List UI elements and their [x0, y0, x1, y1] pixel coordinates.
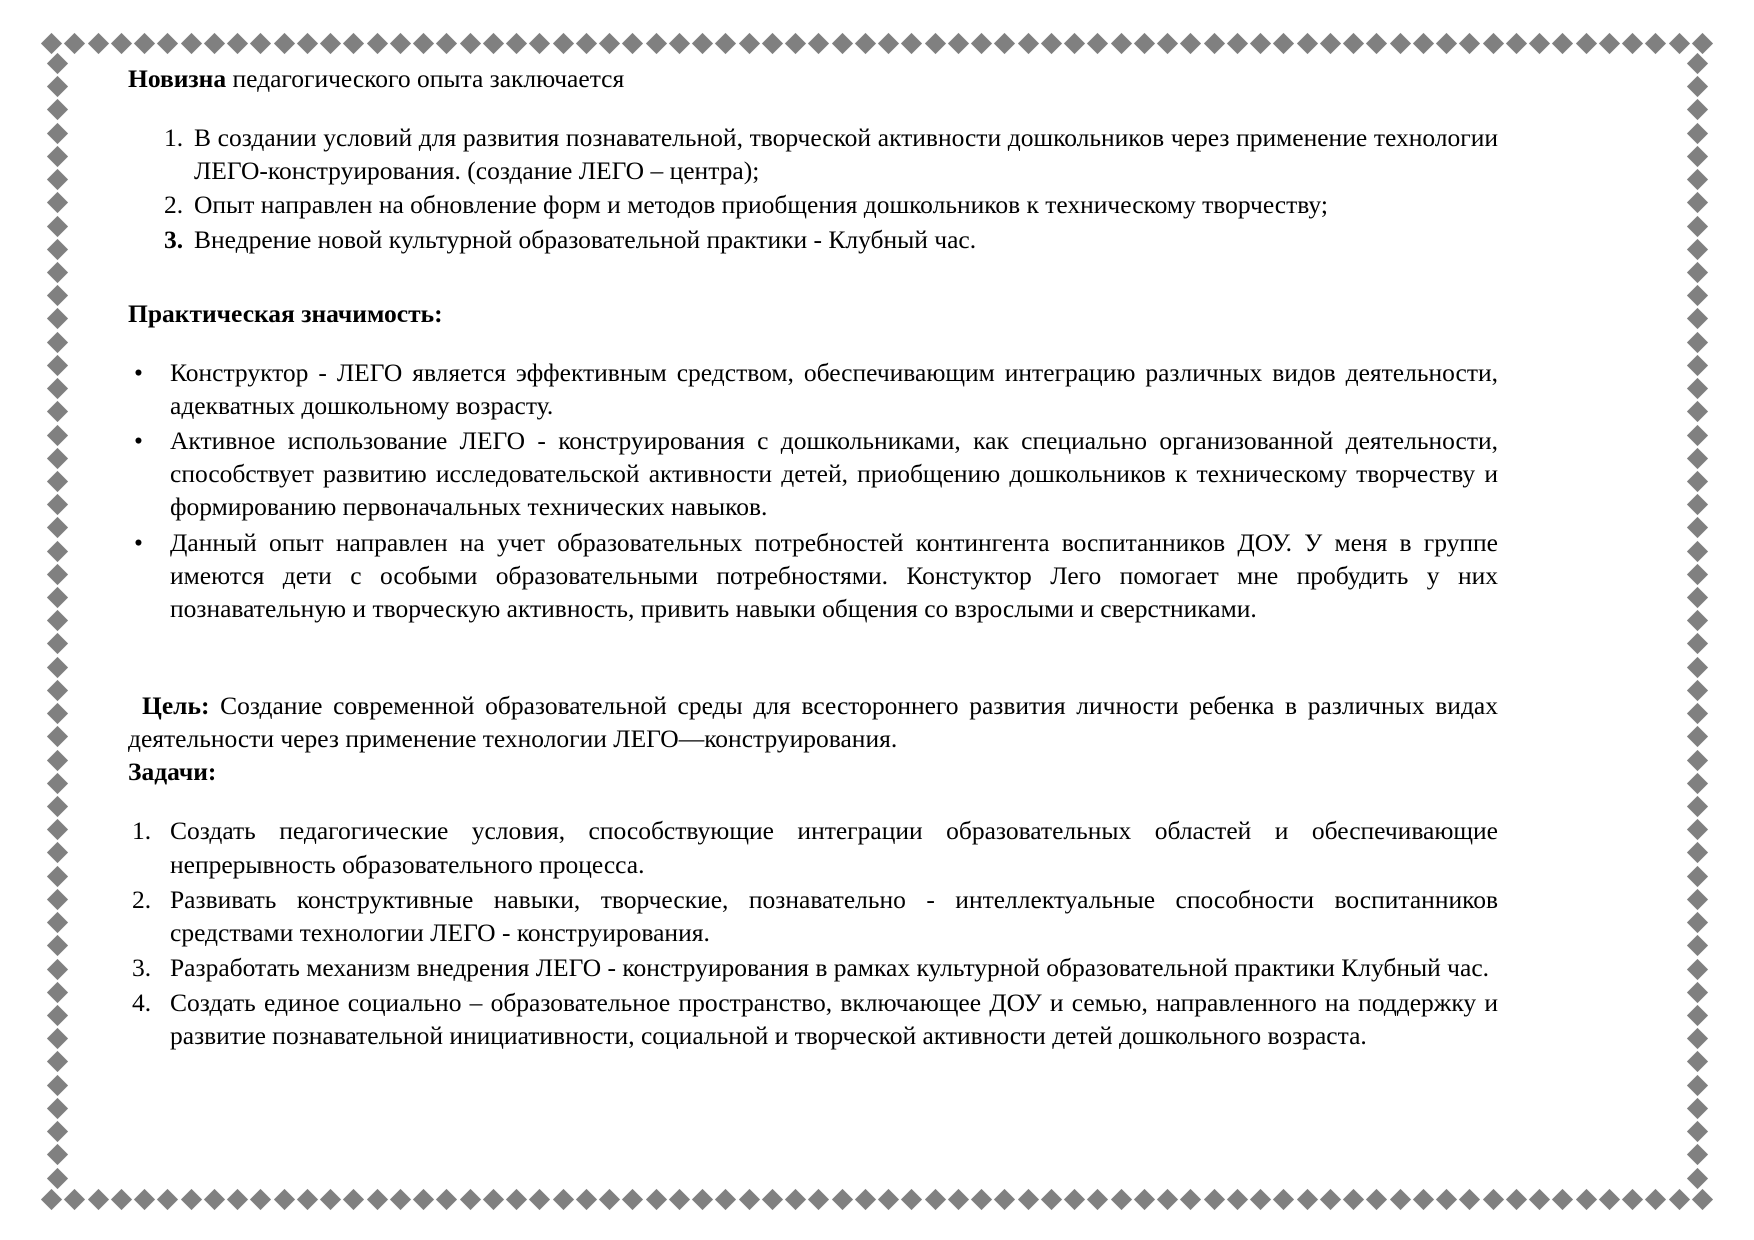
diamond-glyph: [1686, 749, 1707, 770]
diamond-glyph: [1686, 401, 1707, 422]
diamond-glyph: [1686, 76, 1707, 97]
diamond-glyph: [41, 32, 62, 53]
diamond-glyph: [204, 1188, 225, 1209]
border-row-top: [44, 30, 1710, 56]
border-column-right: [1684, 56, 1710, 1186]
diamond-glyph: [1622, 1188, 1643, 1209]
novelty-list: [128, 121, 1498, 256]
diamond-glyph: [46, 912, 67, 933]
diamond-glyph: [180, 32, 201, 53]
diamond-glyph: [855, 1188, 876, 1209]
diamond-glyph: [46, 308, 67, 329]
diamond-glyph: [297, 1188, 318, 1209]
diamond-glyph: [1413, 32, 1434, 53]
diamond-glyph: [924, 1188, 945, 1209]
diamond-glyph: [1599, 32, 1620, 53]
diamond-glyph: [1645, 1188, 1666, 1209]
diamond-glyph: [692, 32, 713, 53]
diamond-glyph: [1686, 796, 1707, 817]
diamond-glyph: [785, 32, 806, 53]
diamond-glyph: [1686, 332, 1707, 353]
bullet-icon: •: [134, 426, 143, 456]
diamond-glyph: [1203, 32, 1224, 53]
diamond-glyph: [46, 424, 67, 445]
border-row-bottom: [44, 1186, 1710, 1212]
diamond-glyph: [971, 32, 992, 53]
diamond-glyph: [1087, 1188, 1108, 1209]
diamond-glyph: [1686, 912, 1707, 933]
diamond-glyph: [529, 32, 550, 53]
diamond-glyph: [157, 32, 178, 53]
diamond-glyph: [1250, 1188, 1271, 1209]
diamond-glyph: [46, 355, 67, 376]
diamond-glyph: [1506, 1188, 1527, 1209]
diamond-glyph: [622, 1188, 643, 1209]
diamond-glyph: [46, 819, 67, 840]
diamond-glyph: [390, 1188, 411, 1209]
goal-text: Создание современной образовательной среды для всестороннего развития личности ребенка в различных видах деятельности через применение технологии ЛЕГО—конструирования.: [128, 690, 1498, 754]
diamond-glyph: [46, 842, 67, 863]
diamond-glyph: [1529, 1188, 1550, 1209]
spacer: [128, 330, 1498, 356]
diamond-glyph: [1622, 32, 1643, 53]
diamond-glyph: [1529, 32, 1550, 53]
diamond-glyph: [1686, 1005, 1707, 1026]
bullet-item-text: Конструктор - ЛЕГО является эффективным средством, обеспечивающим интеграцию различных видов деятельности, адекватных дошкольному возрасту.: [170, 357, 1498, 420]
practical-significance-heading-text: Практическая значимость:: [128, 298, 443, 328]
diamond-glyph: [436, 32, 457, 53]
diamond-glyph: [1157, 32, 1178, 53]
diamond-glyph: [46, 53, 67, 74]
diamond-glyph: [948, 32, 969, 53]
diamond-glyph: [46, 146, 67, 167]
diamond-glyph: [1552, 32, 1573, 53]
diamond-glyph: [924, 32, 945, 53]
diamond-glyph: [320, 1188, 341, 1209]
diamond-glyph: [715, 1188, 736, 1209]
diamond-glyph: [1686, 726, 1707, 747]
diamond-glyph: [529, 1188, 550, 1209]
diamond-glyph: [785, 1188, 806, 1209]
bullet-list-item: [128, 526, 1498, 625]
diamond-glyph: [459, 32, 480, 53]
diamond-glyph: [390, 32, 411, 53]
diamond-glyph: [1686, 819, 1707, 840]
list-marker: 2.: [132, 884, 152, 914]
task-list-item: [128, 951, 1498, 984]
diamond-glyph: [645, 32, 666, 53]
diamond-glyph: [343, 32, 364, 53]
diamond-glyph: [483, 1188, 504, 1209]
diamond-glyph: [1482, 1188, 1503, 1209]
diamond-glyph: [1645, 32, 1666, 53]
diamond-glyph: [1692, 32, 1713, 53]
diamond-glyph: [669, 32, 690, 53]
diamond-glyph: [1459, 1188, 1480, 1209]
bullet-item-text: Данный опыт направлен на учет образовательных потребностей контингента воспитанников ДОУ. У меня в группе имеются дети с особыми образовательными потребностями. Констуктор Лего помогает мне пробудить у них познавательную и творческую активность, привить навыки общения со взрослыми и сверстниками.: [170, 527, 1498, 623]
bullet-icon: •: [134, 527, 143, 557]
diamond-glyph: [1686, 378, 1707, 399]
diamond-glyph: [762, 32, 783, 53]
diamond-glyph: [552, 1188, 573, 1209]
diamond-glyph: [46, 1167, 67, 1188]
diamond-glyph: [1686, 958, 1707, 979]
diamond-glyph: [1668, 1188, 1689, 1209]
novelty-heading-bold: Новизна: [128, 64, 227, 93]
diamond-glyph: [46, 192, 67, 213]
diamond-glyph: [1686, 146, 1707, 167]
diamond-glyph: [1686, 1051, 1707, 1072]
diamond-glyph: [1227, 1188, 1248, 1209]
diamond-glyph: [483, 32, 504, 53]
diamond-glyph: [46, 633, 67, 654]
diamond-glyph: [506, 1188, 527, 1209]
diamond-glyph: [134, 1188, 155, 1209]
diamond-glyph: [64, 1188, 85, 1209]
bullet-icon: •: [134, 357, 143, 387]
diamond-glyph: [576, 1188, 597, 1209]
diamond-glyph: [1686, 215, 1707, 236]
diamond-glyph: [1482, 32, 1503, 53]
diamond-glyph: [1686, 587, 1707, 608]
diamond-glyph: [1686, 540, 1707, 561]
diamond-glyph: [366, 32, 387, 53]
tasks-heading: [128, 755, 1498, 788]
task-list-item: [128, 986, 1498, 1052]
diamond-glyph: [413, 32, 434, 53]
diamond-glyph: [46, 494, 67, 515]
list-marker: 2.: [164, 190, 184, 220]
diamond-glyph: [87, 1188, 108, 1209]
diamond-glyph: [134, 32, 155, 53]
task-list-item: [128, 814, 1498, 880]
diamond-glyph: [1041, 1188, 1062, 1209]
diamond-glyph: [46, 564, 67, 585]
diamond-glyph: [878, 1188, 899, 1209]
border-column-left: [44, 56, 70, 1186]
list-marker: 3.: [132, 952, 152, 982]
diamond-glyph: [1017, 1188, 1038, 1209]
novelty-list-item: [128, 121, 1498, 187]
diamond-glyph: [1389, 32, 1410, 53]
task-list-item: [128, 883, 1498, 949]
diamond-glyph: [1668, 32, 1689, 53]
diamond-glyph: [46, 471, 67, 492]
diamond-glyph: [1064, 1188, 1085, 1209]
diamond-glyph: [1686, 1028, 1707, 1049]
diamond-glyph: [1064, 32, 1085, 53]
diamond-glyph: [46, 982, 67, 1003]
diamond-glyph: [46, 215, 67, 236]
diamond-glyph: [994, 32, 1015, 53]
diamond-glyph: [273, 32, 294, 53]
diamond-glyph: [1180, 1188, 1201, 1209]
tasks-list: [128, 814, 1498, 1052]
diamond-glyph: [599, 1188, 620, 1209]
diamond-glyph: [1366, 1188, 1387, 1209]
diamond-glyph: [1686, 657, 1707, 678]
diamond-glyph: [157, 1188, 178, 1209]
diamond-glyph: [320, 32, 341, 53]
diamond-glyph: [366, 1188, 387, 1209]
diamond-glyph: [1343, 1188, 1364, 1209]
diamond-glyph: [1227, 32, 1248, 53]
diamond-glyph: [576, 32, 597, 53]
diamond-glyph: [1686, 239, 1707, 260]
diamond-glyph: [1686, 517, 1707, 538]
diamond-glyph: [46, 378, 67, 399]
list-marker: 4.: [132, 988, 152, 1018]
diamond-glyph: [1110, 1188, 1131, 1209]
diamond-glyph: [1686, 53, 1707, 74]
diamond-glyph: [64, 32, 85, 53]
diamond-glyph: [1686, 355, 1707, 376]
diamond-glyph: [1343, 32, 1364, 53]
diamond-glyph: [1436, 1188, 1457, 1209]
diamond-glyph: [1157, 1188, 1178, 1209]
diamond-glyph: [948, 1188, 969, 1209]
diamond-glyph: [1686, 192, 1707, 213]
diamond-glyph: [971, 1188, 992, 1209]
diamond-glyph: [46, 448, 67, 469]
diamond-glyph: [1436, 32, 1457, 53]
novelty-heading-rest: педагогического опыта заключается: [226, 64, 625, 93]
diamond-glyph: [1320, 1188, 1341, 1209]
diamond-glyph: [1686, 99, 1707, 120]
diamond-glyph: [46, 285, 67, 306]
diamond-glyph: [1599, 1188, 1620, 1209]
diamond-glyph: [1686, 842, 1707, 863]
diamond-glyph: [46, 703, 67, 724]
diamond-glyph: [227, 1188, 248, 1209]
diamond-glyph: [1180, 32, 1201, 53]
diamond-glyph: [599, 32, 620, 53]
diamond-glyph: [46, 517, 67, 538]
diamond-glyph: [343, 1188, 364, 1209]
diamond-glyph: [46, 680, 67, 701]
diamond-glyph: [46, 889, 67, 910]
diamond-glyph: [46, 749, 67, 770]
diamond-glyph: [1686, 424, 1707, 445]
diamond-glyph: [273, 1188, 294, 1209]
diamond-glyph: [1686, 866, 1707, 887]
diamond-glyph: [855, 32, 876, 53]
list-item-text: В создании условий для развития познавательной, творческой активности дошкольников через применение технологии ЛЕГО-конструирования. (создание ЛЕГО – центра);: [194, 123, 1498, 186]
novelty-heading: [128, 62, 1498, 95]
diamond-glyph: [46, 123, 67, 144]
diamond-glyph: [297, 32, 318, 53]
diamond-glyph: [645, 1188, 666, 1209]
diamond-glyph: [1686, 448, 1707, 469]
diamond-glyph: [1575, 32, 1596, 53]
diamond-glyph: [1686, 169, 1707, 190]
diamond-glyph: [1320, 32, 1341, 53]
diamond-glyph: [1459, 32, 1480, 53]
diamond-glyph: [878, 32, 899, 53]
diamond-glyph: [506, 32, 527, 53]
diamond-glyph: [831, 1188, 852, 1209]
diamond-glyph: [250, 32, 271, 53]
diamond-glyph: [1366, 32, 1387, 53]
diamond-glyph: [1686, 471, 1707, 492]
diamond-glyph: [1087, 32, 1108, 53]
diamond-glyph: [46, 726, 67, 747]
diamond-glyph: [250, 1188, 271, 1209]
task-item-text: Создать педагогические условия, способствующие интеграции образовательных областей и обеспечивающие непрерывность образовательного процесса.: [170, 816, 1498, 879]
bullet-list-item: [128, 356, 1498, 422]
diamond-glyph: [1686, 123, 1707, 144]
diamond-glyph: [1692, 1188, 1713, 1209]
practical-significance-heading: [128, 297, 1498, 330]
list-marker: 3.: [164, 224, 184, 254]
diamond-glyph: [87, 32, 108, 53]
diamond-glyph: [111, 1188, 132, 1209]
diamond-glyph: [46, 1051, 67, 1072]
diamond-glyph: [1686, 1075, 1707, 1096]
diamond-glyph: [1134, 32, 1155, 53]
diamond-glyph: [669, 1188, 690, 1209]
diamond-glyph: [46, 1005, 67, 1026]
list-item-text: Опыт направлен на обновление форм и методов приобщения дошкольников к техническому творчеству;: [194, 190, 1328, 220]
diamond-glyph: [46, 796, 67, 817]
diamond-glyph: [715, 32, 736, 53]
practical-significance-list: [128, 356, 1498, 625]
diamond-glyph: [552, 32, 573, 53]
diamond-glyph: [46, 1028, 67, 1049]
diamond-glyph: [46, 332, 67, 353]
diamond-glyph: [1686, 262, 1707, 283]
spacer: [128, 788, 1498, 814]
goal-label: Цель:: [142, 690, 210, 720]
diamond-glyph: [1686, 308, 1707, 329]
spacer: [128, 257, 1498, 297]
diamond-glyph: [1686, 1121, 1707, 1142]
diamond-glyph: [1686, 285, 1707, 306]
spacer: [128, 627, 1498, 689]
diamond-glyph: [46, 773, 67, 794]
tasks-heading-text: Задачи:: [128, 757, 217, 787]
diamond-glyph: [1389, 1188, 1410, 1209]
diamond-glyph: [1296, 1188, 1317, 1209]
diamond-glyph: [46, 1075, 67, 1096]
diamond-glyph: [46, 401, 67, 422]
list-marker: 1.: [132, 816, 152, 846]
diamond-glyph: [46, 540, 67, 561]
diamond-glyph: [459, 1188, 480, 1209]
diamond-glyph: [901, 32, 922, 53]
diamond-glyph: [46, 169, 67, 190]
diamond-glyph: [738, 1188, 759, 1209]
diamond-glyph: [46, 657, 67, 678]
diamond-glyph: [46, 866, 67, 887]
diamond-glyph: [1203, 1188, 1224, 1209]
diamond-glyph: [46, 610, 67, 631]
diamond-glyph: [1686, 680, 1707, 701]
diamond-glyph: [1110, 32, 1131, 53]
diamond-glyph: [1686, 982, 1707, 1003]
diamond-glyph: [227, 32, 248, 53]
diamond-glyph: [1686, 1144, 1707, 1165]
task-item-text: Создать единое социально – образовательное пространство, включающее ДОУ и семью, направленного на поддержку и развитие познавательной инициативности, социальной и творческой активности детей дошкольного возраста.: [170, 988, 1498, 1051]
list-marker: 1.: [164, 123, 184, 153]
diamond-glyph: [46, 587, 67, 608]
diamond-glyph: [436, 1188, 457, 1209]
diamond-glyph: [1552, 1188, 1573, 1209]
diamond-glyph: [808, 1188, 829, 1209]
diamond-glyph: [1041, 32, 1062, 53]
diamond-glyph: [1413, 1188, 1434, 1209]
goal-paragraph: [128, 689, 1498, 755]
diamond-glyph: [1296, 32, 1317, 53]
diamond-glyph: [413, 1188, 434, 1209]
diamond-glyph: [180, 1188, 201, 1209]
diamond-glyph: [1506, 32, 1527, 53]
diamond-glyph: [1250, 32, 1271, 53]
diamond-glyph: [1686, 564, 1707, 585]
diamond-glyph: [1686, 889, 1707, 910]
diamond-glyph: [111, 32, 132, 53]
novelty-list-item: [128, 223, 1498, 256]
diamond-glyph: [46, 1098, 67, 1119]
diamond-glyph: [46, 1144, 67, 1165]
diamond-glyph: [831, 32, 852, 53]
bullet-list-item: [128, 424, 1498, 523]
spacer: [128, 95, 1498, 121]
diamond-glyph: [762, 1188, 783, 1209]
diamond-glyph: [46, 76, 67, 97]
diamond-glyph: [1686, 1098, 1707, 1119]
diamond-glyph: [1686, 703, 1707, 724]
diamond-glyph: [46, 935, 67, 956]
novelty-list-item: [128, 188, 1498, 221]
diamond-glyph: [692, 1188, 713, 1209]
diamond-glyph: [204, 32, 225, 53]
diamond-glyph: [1273, 32, 1294, 53]
diamond-glyph: [46, 99, 67, 120]
task-item-text: Разработать механизм внедрения ЛЕГО - конструирования в рамках культурной образовательной практики Клубный час.: [170, 952, 1490, 982]
task-item-text: Развивать конструктивные навыки, творческие, познавательно - интеллектуальные способности воспитанников средствами технологии ЛЕГО - конструирования.: [170, 884, 1498, 947]
diamond-glyph: [1575, 1188, 1596, 1209]
diamond-glyph: [808, 32, 829, 53]
diamond-glyph: [1686, 935, 1707, 956]
diamond-glyph: [41, 1188, 62, 1209]
diamond-glyph: [1686, 633, 1707, 654]
diamond-glyph: [46, 1121, 67, 1142]
diamond-glyph: [1017, 32, 1038, 53]
diamond-glyph: [46, 958, 67, 979]
diamond-glyph: [1273, 1188, 1294, 1209]
document-content: [128, 62, 1498, 1152]
diamond-glyph: [901, 1188, 922, 1209]
diamond-glyph: [46, 262, 67, 283]
bullet-item-text: Активное использование ЛЕГО - конструирования с дошкольниками, как специально организованной деятельности, способствует развитию исследовательской активности детей, приобщению дошкольников к техническому творчеству и формированию первоначальных технических навыков.: [170, 426, 1498, 522]
diamond-glyph: [1134, 1188, 1155, 1209]
diamond-glyph: [738, 32, 759, 53]
diamond-glyph: [622, 32, 643, 53]
diamond-glyph: [994, 1188, 1015, 1209]
list-item-text: Внедрение новой культурной образовательной практики - Клубный час.: [194, 224, 977, 254]
diamond-glyph: [1686, 494, 1707, 515]
diamond-glyph: [1686, 610, 1707, 631]
diamond-glyph: [1686, 773, 1707, 794]
diamond-glyph: [1686, 1167, 1707, 1188]
diamond-glyph: [46, 239, 67, 260]
